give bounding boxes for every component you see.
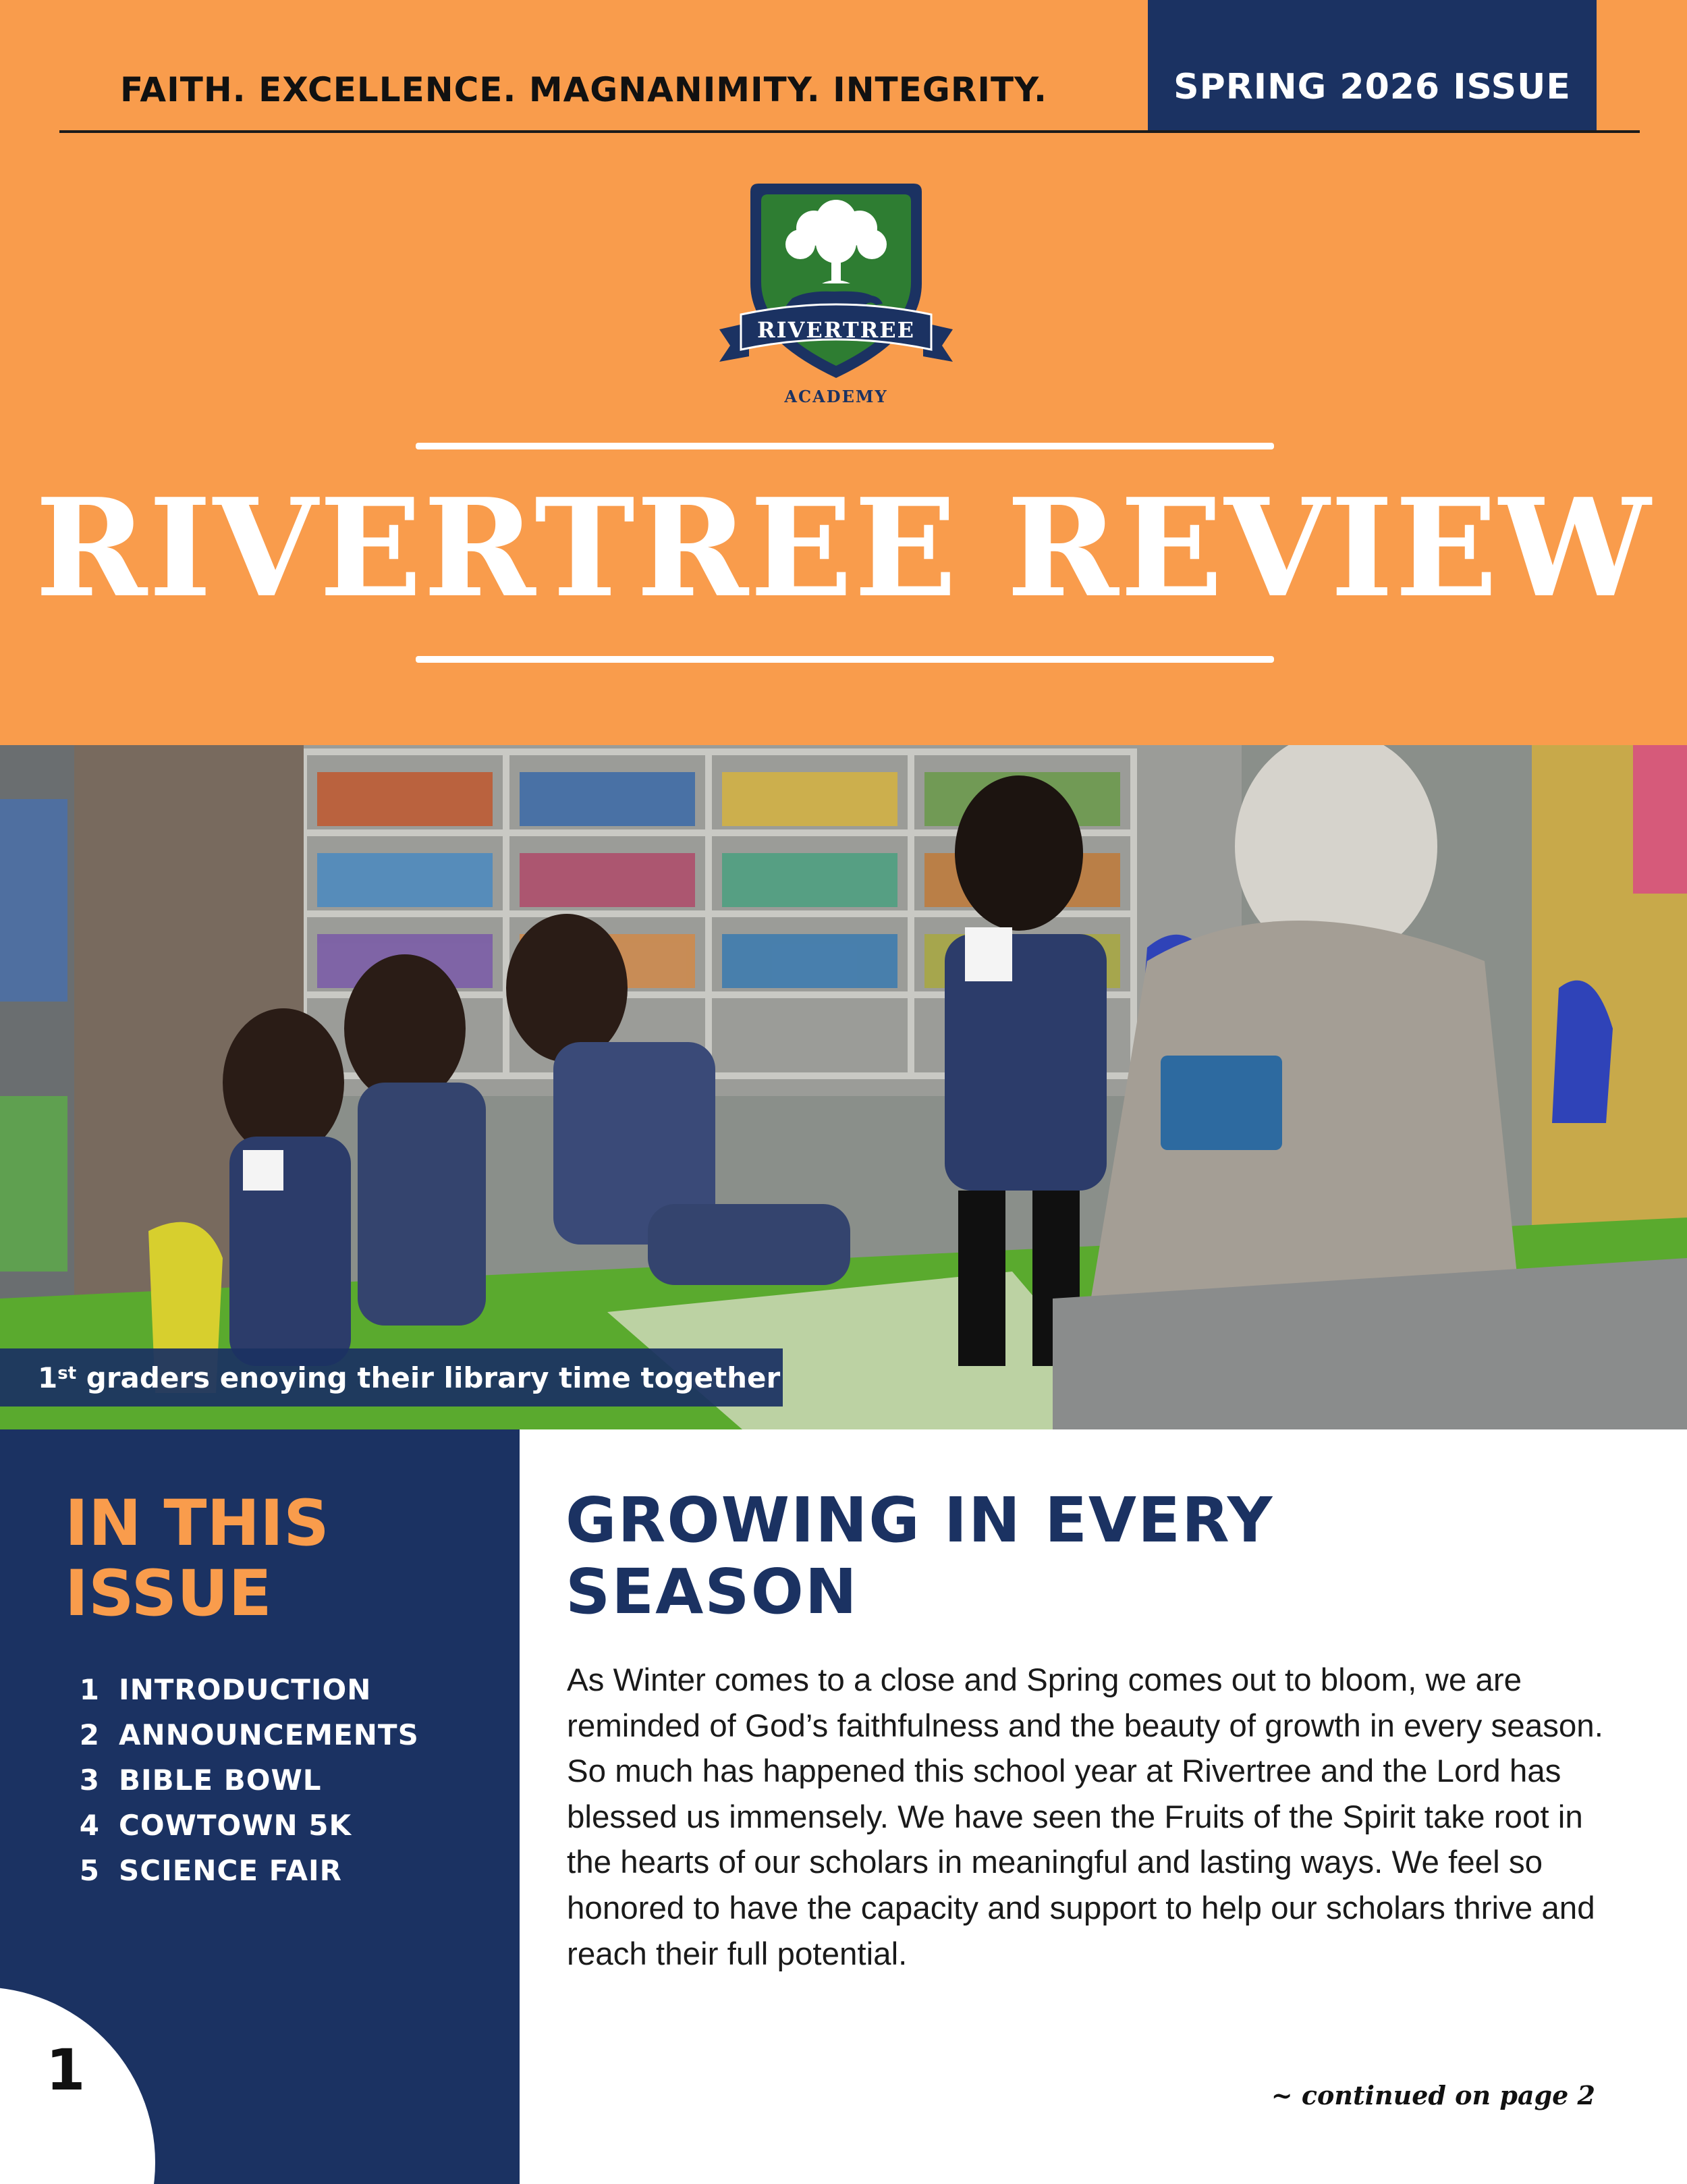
continued-note[interactable]: ~ continued on page 2 [1271,2080,1595,2110]
caption-text: graders enoying their library time together [76,1361,781,1394]
library-photo-illustration [0,745,1687,1429]
toc-item-label: BIBLE BOWL [119,1764,322,1797]
page-number: 1 [46,2037,86,2103]
toc-item-introduction[interactable] [65,1667,419,1712]
toc-item-number: 5 [79,1854,100,1887]
rivertree-crest-logo [706,175,966,413]
toc-item-label: INTRODUCTION [119,1673,372,1706]
in-this-issue-panel [0,1429,520,2184]
toc-item-number: 1 [79,1673,100,1706]
toc-item-number: 2 [79,1718,100,1751]
article-body: As Winter comes to a close and Spring comes out to bloom, we are reminded of God’s faithfulness and the beauty of growth in every season. So much has happened this school year at Rivertree and the Lord has blessed us immensely. We have seen the Fruits of the Spirit take root in the hearts of our scholars in meaningful and lasting ways. We feel so honored to have the capacity and support to help our scholars thrive and reach their full potential. [567,1662,1603,1972]
toc-item-science-fair[interactable] [65,1848,419,1893]
toc-title: IN THIS ISSUE [65,1487,329,1631]
issue-badge: SPRING 2026 ISSUE [1148,0,1597,132]
feature-photo [0,745,1687,1429]
masthead-rule-top [416,443,1274,449]
crest-name: RIVERTREE [757,317,915,343]
toc-item-number: 4 [79,1809,100,1842]
caption-ordinal: 1 [38,1361,58,1394]
header-divider [59,130,1640,133]
masthead-title: RIVERTREE REVIEW [34,469,1653,628]
toc-item-cowtown-5k[interactable] [65,1803,419,1848]
crest-subtitle: ACADEMY [784,387,888,406]
toc-item-label: ANNOUNCEMENTS [119,1718,419,1751]
masthead-rule-bottom [416,656,1274,663]
toc-item-label: COWTOWN 5K [119,1809,352,1842]
toc-item-announcements[interactable] [65,1712,419,1757]
header [0,0,1687,745]
motto: FAITH. EXCELLENCE. MAGNANIMITY. INTEGRITY. [120,70,1047,109]
toc-list [65,1667,419,1893]
caption-ordinal-suffix: st [57,1363,77,1384]
toc-item-label: SCIENCE FAIR [119,1854,343,1887]
photo-caption [0,1348,783,1407]
toc-item-number: 3 [79,1764,100,1797]
toc-item-bible-bowl[interactable] [65,1757,419,1803]
article-title: GROWING IN EVERY SEASON [565,1484,1274,1628]
